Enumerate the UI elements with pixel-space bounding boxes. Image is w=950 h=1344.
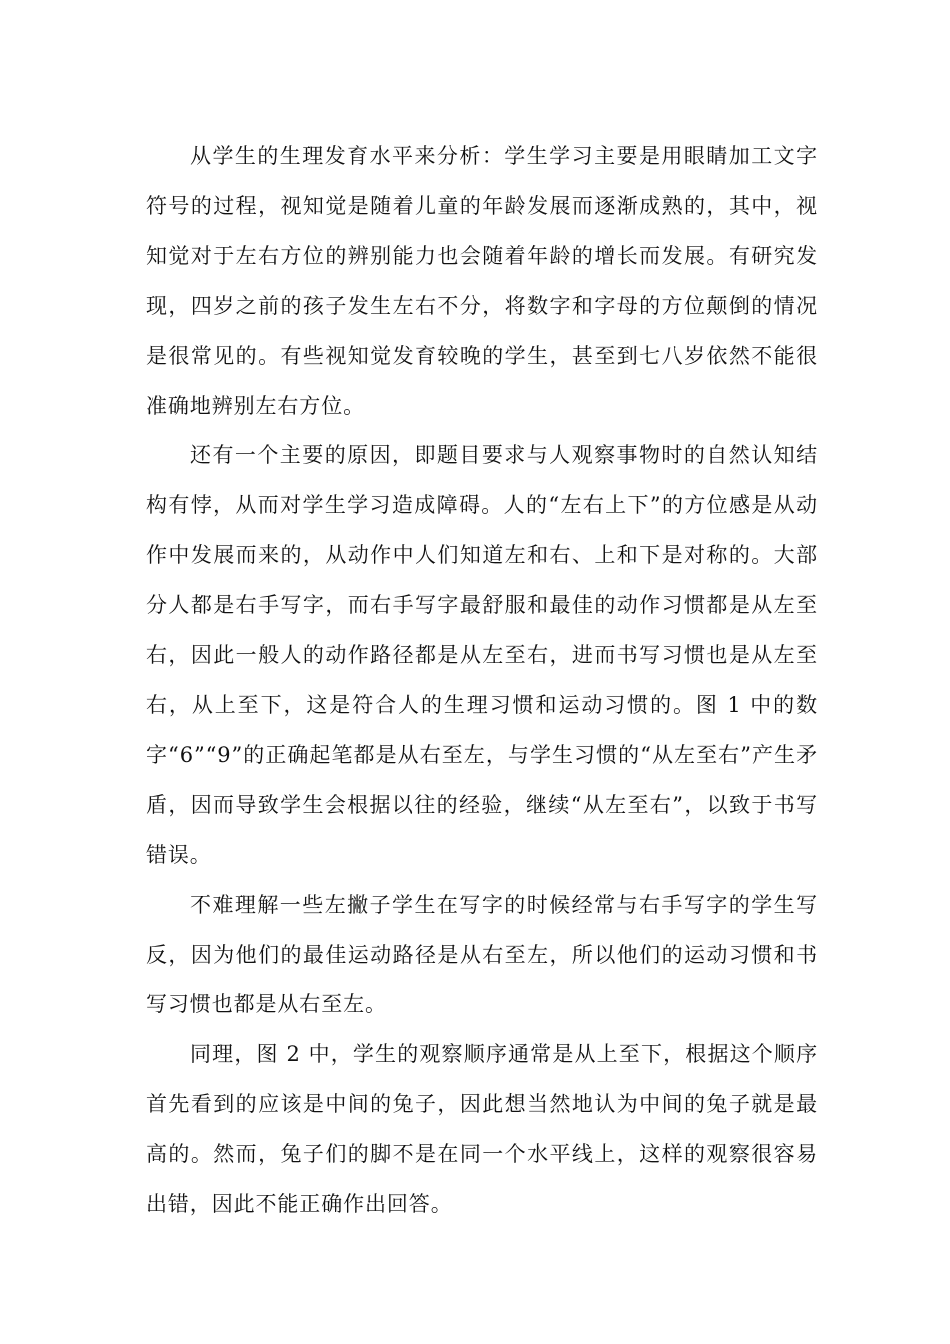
paragraph-figure-2-rabbits: 同理，图 2 中，学生的观察顺序通常是从上至下，根据这个顺序首先看到的应该是中间的兔子，因此想当然地认为中间的兔子就是最高的。然而，兔子们的脚不是在同一个水平线上，这样的观察很容易出错，因此不能正确作出回答。 — [146, 1042, 818, 1217]
paragraph-left-handed-students: 不难理解一些左撇子学生在写字的时候经常与右手写字的学生写反，因为他们的最佳运动路径是从右至左，所以他们的运动习惯和书写习惯也都是从右至左。 — [146, 892, 818, 1017]
paragraph-physiological-development: 从学生的生理发育水平来分析：学生学习主要是用眼睛加工文字符号的过程，视知觉是随着儿童的年龄发展而逐渐成熟的，其中，视知觉对于左右方位的辨别能力也会随着年龄的增长而发展。有研究发现，四岁之前的孩子发生左右不分，将数字和字母的方位颠倒的情况是很常见的。有些视知觉发育较晚的学生，甚至到七八岁依然不能很准确地辨别左右方位。 — [146, 144, 818, 418]
paragraph-cognitive-structure: 还有一个主要的原因，即题目要求与人观察事物时的自然认知结构有悖，从而对学生学习造成障碍。人的“左右上下”的方位感是从动作中发展而来的，从动作中人们知道左和右、上和下是对称的。大部分人都是右手写字，而右手写字最舒服和最佳的动作习惯都是从左至右，因此一般人的动作路径都是从左至右，进而书写习惯也是从左至右，从上至下，这是符合人的生理习惯和运动习惯的。图 1 中的数字“6”“9”的正确起笔都是从右至左，与学生习惯的“从左至右”产生矛盾，因而导致学生会根据以往的经验，继续“从左至右”，以致于书写错误。 — [146, 443, 818, 867]
document-body — [146, 132, 818, 1230]
